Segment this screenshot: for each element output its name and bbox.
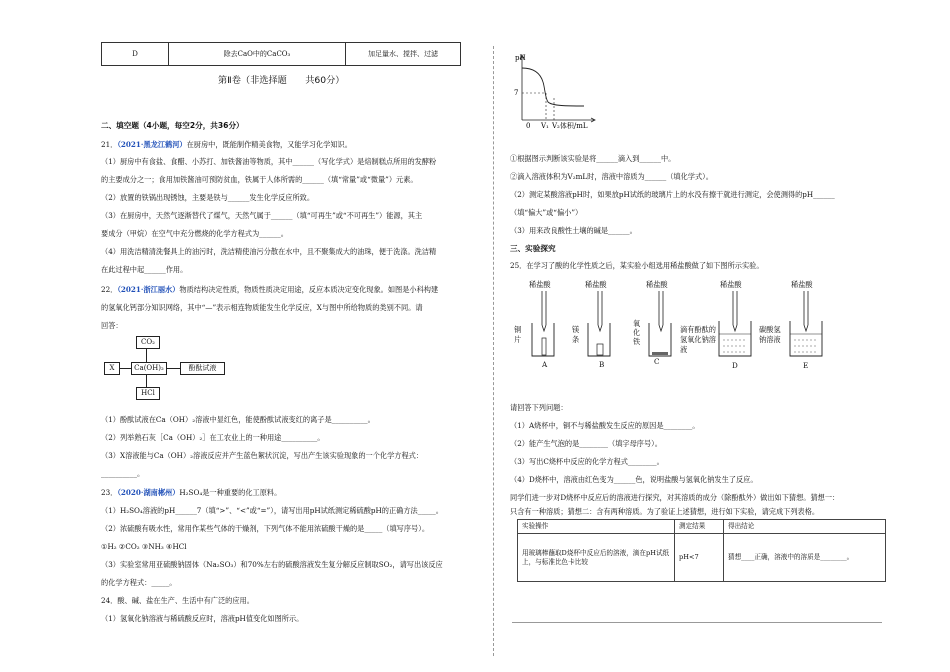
q25-answer: （2）能产生气泡的是________（填字母序号）。 bbox=[510, 439, 662, 448]
q21-line: （1）厨房中有食盐、食醋、小苏打、加铁酱油等物质，其中______（写化学式）是焙制糕点所用的发酵粉 bbox=[101, 157, 437, 166]
cell-result: pH<7 bbox=[675, 534, 724, 582]
th-conclusion: 得出结论 bbox=[724, 520, 886, 534]
phenolphthalein-box: 酚酞试液 bbox=[180, 362, 225, 375]
q25-answer: （4）D烧杯中，溶液由红色变为______色，说明盐酸与氢氧化钠发生了反应。 bbox=[510, 475, 758, 484]
acid-label: 稀盐酸 bbox=[720, 280, 742, 289]
q21-line: （3）在厨房中，天然气逐渐替代了煤气，天然气属于______（填“可再生”或“不可再生”）能源，其主 bbox=[101, 211, 423, 220]
connector-line bbox=[146, 348, 147, 363]
beaker-e-label: E bbox=[803, 361, 809, 370]
v1-label: V₁ bbox=[541, 122, 549, 130]
top-options-table bbox=[101, 42, 461, 66]
q21-stem: 21．（2021·黑龙江鹤河）在厨房中，既能制作精美食物，又能学习化学知识。 bbox=[101, 140, 352, 149]
q25-answer: 同学们进一步对D烧杯中反应后的溶液进行探究，对其溶质的成分（除酚酞外）做出如下猜想。猜想一： bbox=[510, 493, 840, 502]
q25-stem: 25．在学习了酸的化学性质之后，某实验小组选用稀盐酸做了如下图所示实验。 bbox=[510, 261, 764, 270]
q22-answer: （2）列举熟石灰［Ca（OH）₂］在工农业上的一种用途__________。 bbox=[101, 433, 325, 442]
caoh2-box: Ca(OH)₂ bbox=[131, 362, 167, 375]
q23-line: 的化学方程式：_____。 bbox=[101, 578, 177, 587]
option-task: 除去CaO中的CaCO₃ bbox=[169, 43, 346, 66]
q21-line: 在此过程中起______作用。 bbox=[101, 265, 188, 274]
hcl-box: HCl bbox=[136, 387, 160, 400]
experiment-table bbox=[517, 519, 886, 582]
q25-ask: 请回答下列问题： bbox=[510, 403, 568, 412]
q21-line: （4）用洗洁精清洗餐具上的油污时，洗洁精使油污分散在水中，且不聚集成大的油珠，便于洗涤。洗洁精 bbox=[101, 247, 437, 256]
acid-label: 稀盐酸 bbox=[529, 280, 551, 289]
content-b: 镁条 bbox=[572, 325, 580, 344]
option-letter: D bbox=[102, 43, 169, 66]
q21-line: 要成分（甲烷）在空气中充分燃烧的化学方程式为______。 bbox=[101, 229, 288, 238]
q22-answer: （3）X溶液能与Ca（OH）₂溶液反应并产生蓝色絮状沉淀，写出产生该实验现象的一个化学方程式： bbox=[101, 451, 424, 460]
ph-curve bbox=[522, 68, 584, 106]
part2-heading: 二、填空题（4小题，每空2分，共36分） bbox=[101, 121, 244, 130]
acid-label: 稀盐酸 bbox=[646, 280, 668, 289]
origin-label: 0 bbox=[526, 122, 531, 130]
q24-line: （1）氢氧化钠溶液与稀硫酸反应时，溶液pH值变化如图所示。 bbox=[101, 614, 304, 623]
q22-stem: 22．（2021·浙江丽水）物质结构决定性质，物质性质决定用途，反应本质决定变化现象。如图是小科构建 bbox=[101, 285, 439, 294]
q22-answer: （1）酚酞试液在Ca（OH）₂溶液中显红色，能使酚酞试液变红的离子是__________。 bbox=[101, 415, 375, 424]
q23-line: （3）实验室常用亚硫酸钠固体（Na₂SO₃）和70%左右的硫酸溶液发生复分解反应制取SO₂，请写出该反应 bbox=[101, 560, 443, 569]
acid-label: 稀盐酸 bbox=[585, 280, 607, 289]
beaker-c-label: C bbox=[654, 357, 660, 366]
acid-label: 稀盐酸 bbox=[791, 280, 813, 289]
part3-heading: 三、实验探究 bbox=[510, 244, 556, 253]
connector-line bbox=[146, 374, 147, 388]
content-c: 氧化铁 bbox=[633, 319, 641, 346]
beaker-a bbox=[530, 322, 556, 358]
beaker-b-label: B bbox=[599, 360, 605, 369]
th-result: 测定结果 bbox=[675, 520, 724, 534]
beaker-e bbox=[788, 320, 824, 358]
q23-stem: 23．（2020·湖南郴州）H₂SO₄是一种重要的化工原料。 bbox=[101, 488, 282, 497]
right-column-bottom-border bbox=[512, 622, 882, 623]
section-title: 第Ⅱ卷（非选择题 共60分） bbox=[218, 75, 345, 86]
beaker-d-label: D bbox=[732, 361, 738, 370]
ph7-label: 7 bbox=[514, 89, 519, 97]
v2-label: V₂体积/mL bbox=[552, 122, 588, 130]
cell-conclusion: 猜想____正确，溶液中的溶质是________。 bbox=[724, 534, 886, 582]
q24-stem: 24．酸、碱、盐在生产、生活中有广泛的应用。 bbox=[101, 596, 254, 605]
q22-answer: __________。 bbox=[101, 469, 145, 478]
content-e: 碳酸氢钠溶液 bbox=[759, 325, 781, 344]
ph-curve-graph bbox=[510, 48, 610, 133]
content-d: 滴有酚酞的氢氧化钠溶液 bbox=[680, 325, 716, 354]
q24-line: （2）测定某酸溶液pH时，如果放pH试纸的玻璃片上的水没有擦干就进行测定，会使测得的pH______ bbox=[510, 190, 835, 199]
q25-answer: （1）A烧杯中，铜不与稀盐酸发生反应的原因是________。 bbox=[510, 421, 700, 430]
q22-line: 的氢氧化钙部分知识网络，其中“—”表示相连物质能发生化学反应，X与图中所给物质的类别不同。请 bbox=[101, 303, 423, 312]
q25-answer: （3）写出C烧杯中反应的化学方程式________。 bbox=[510, 457, 664, 466]
beaker-a-label: A bbox=[542, 360, 548, 369]
q23-line: ①H₂ ②CO₂ ③NH₃ ④HCl bbox=[101, 542, 187, 551]
q25-answer: 只含有一种溶质；猜想二：含有两种溶质。为了验证上述猜想，进行如下实验，请完成下列表格。 bbox=[510, 507, 820, 516]
beaker-c bbox=[647, 322, 673, 358]
cell-operation: 用玻璃棒蘸取D烧杯中反应后的溶液，滴在pH试纸上，与标准比色卡比较 bbox=[518, 534, 675, 582]
option-method: 加足量水、搅拌、过滤 bbox=[346, 43, 461, 66]
content-a: 铜片 bbox=[514, 325, 522, 344]
q22-line: 回答： bbox=[101, 321, 123, 330]
q23-line: （1）H₂SO₄溶液的pH______7（填“>”、“<”或“=”），请写出用pH试纸测定稀硫酸pH的正确方法_____。 bbox=[101, 506, 443, 515]
q21-line: （2）放置的铁锅出现锈蚀，主要是铁与______发生化学反应所致。 bbox=[101, 193, 315, 202]
x-box: X bbox=[104, 362, 120, 375]
beaker-d bbox=[717, 320, 753, 358]
co2-box: CO₂ bbox=[136, 336, 160, 349]
q24-line: ①根据图示判断该实验是将______滴入到______中。 bbox=[510, 154, 676, 163]
q24-line: （3）用来改良酸性土壤的碱是______。 bbox=[510, 226, 637, 235]
experiment-beakers bbox=[510, 277, 880, 372]
y-label: pH bbox=[515, 54, 526, 62]
connector-line bbox=[166, 368, 180, 369]
column-divider bbox=[493, 46, 494, 656]
q24-line: （填“偏大”或“偏小”） bbox=[510, 208, 583, 217]
connector-line bbox=[119, 368, 131, 369]
q21-line: 的主要成分之一；食用加铁酱油可预防贫血，铁属于人体所需的______（填“常量”或“微量”）元素。 bbox=[101, 175, 418, 184]
q24-line: ②滴入溶液体积为V₂mL时，溶液中溶质为______（填化学式）。 bbox=[510, 172, 713, 181]
q23-line: （2）浓硫酸有吸水性，常用作某些气体的干燥剂，下列气体不能用浓硫酸干燥的是_____（填写序号）。 bbox=[101, 524, 430, 533]
beaker-b bbox=[586, 322, 612, 358]
th-operation: 实验操作 bbox=[518, 520, 675, 534]
